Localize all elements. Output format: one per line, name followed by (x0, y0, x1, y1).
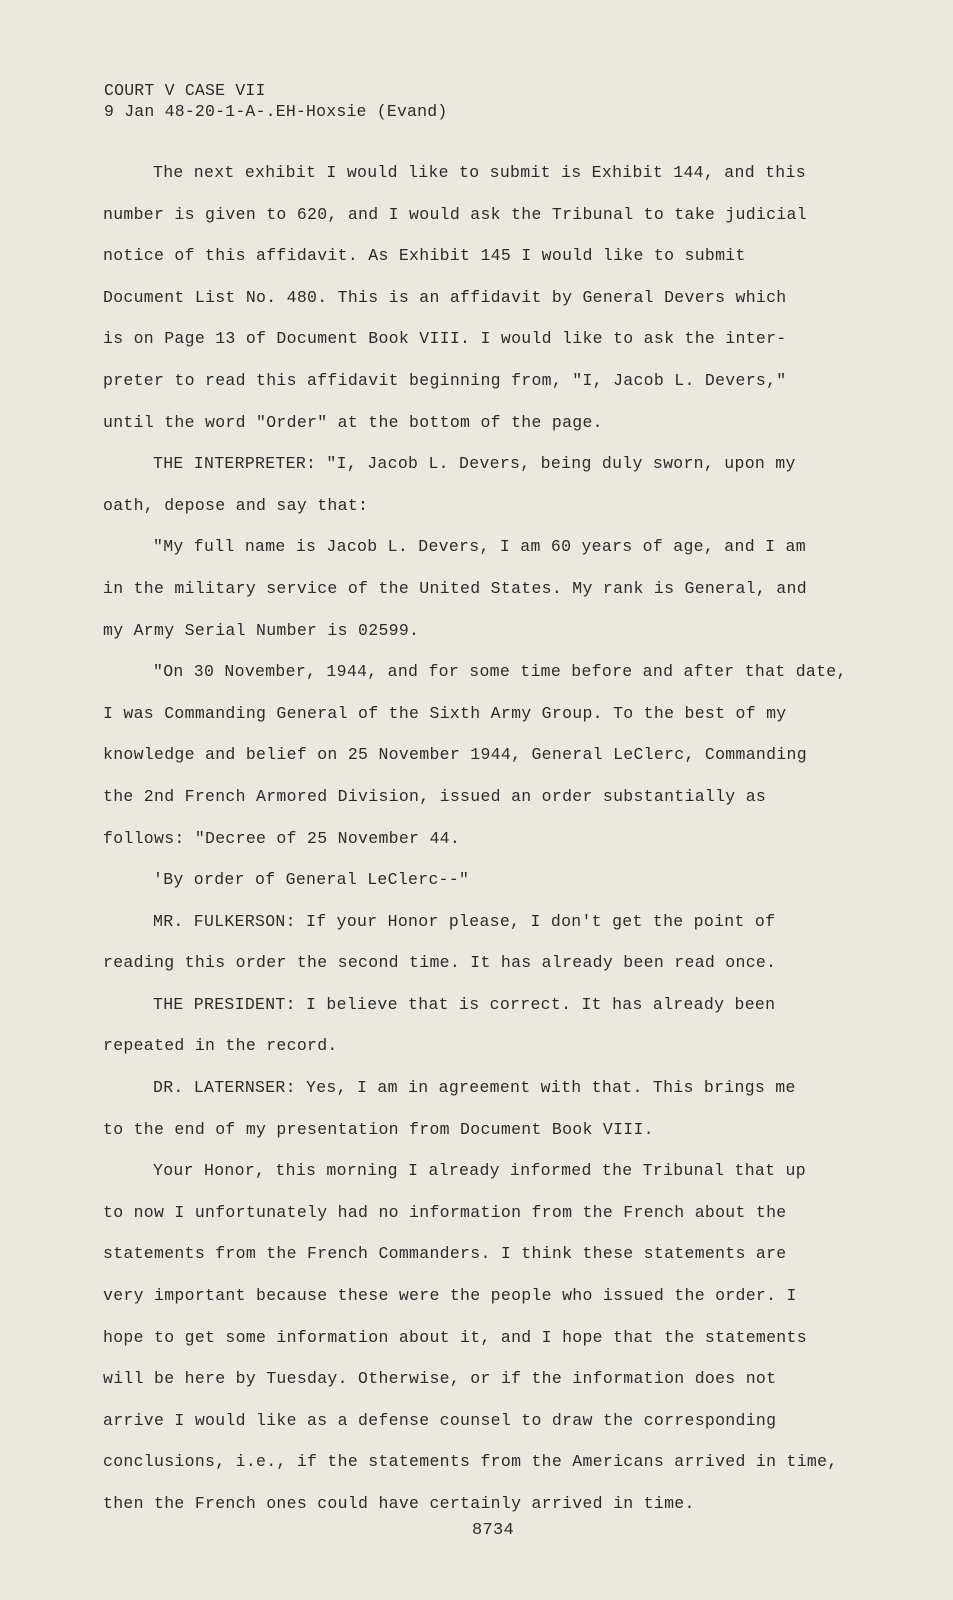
text-line: very important because these were the people who issued the order. I (103, 1286, 797, 1306)
text-line: my Army Serial Number is 02599. (103, 620, 420, 640)
text-line: notice of this affidavit. As Exhibit 145 I would like to submit (103, 246, 746, 266)
text-line: arrive I would like as a defense counsel to draw the corresponding (103, 1410, 777, 1430)
text-line: Your Honor, this morning I already informed the Tribunal that up (153, 1161, 806, 1181)
text-line: number is given to 620, and I would ask the Tribunal to take judicial (103, 204, 807, 224)
text-line: Document List No. 480. This is an affidavit by General Devers which (103, 287, 787, 307)
text-line: "On 30 November, 1944, and for some time before and after that date, (153, 662, 847, 682)
header-date-reference: 9 Jan 48-20-1-A-.EH-Hoxsie (Evand) (104, 102, 448, 121)
text-line: knowledge and belief on 25 November 1944, General LeClerc, Commanding (103, 745, 807, 765)
text-line: follows: "Decree of 25 November 44. (103, 828, 461, 848)
text-line: 'By order of General LeClerc--" (153, 870, 470, 890)
text-line: THE INTERPRETER: "I, Jacob L. Devers, being duly sworn, upon my (153, 454, 796, 474)
text-line: until the word "Order" at the bottom of the page. (103, 412, 603, 432)
text-line: conclusions, i.e., if the statements from the Americans arrived in time, (103, 1452, 838, 1472)
text-line: hope to get some information about it, and I hope that the statements (103, 1327, 807, 1347)
text-line: oath, depose and say that: (103, 495, 369, 515)
text-line: repeated in the record. (103, 1036, 338, 1056)
text-line: to the end of my presentation from Document Book VIII. (103, 1119, 654, 1139)
text-line: DR. LATERNSER: Yes, I am in agreement with that. This brings me (153, 1078, 796, 1098)
text-line: The next exhibit I would like to submit is Exhibit 144, and this (153, 163, 806, 182)
text-line: preter to read this affidavit beginning from, "I, Jacob L. Devers," (103, 370, 787, 390)
text-line: reading this order the second time. It has already been read once. (103, 953, 777, 973)
transcript-body (103, 152, 863, 1525)
text-line: is on Page 13 of Document Book VIII. I would like to ask the inter- (103, 329, 787, 349)
text-line: the 2nd French Armored Division, issued an order substantially as (103, 786, 767, 806)
text-line: to now I unfortunately had no information from the French about the (103, 1202, 787, 1222)
text-line: statements from the French Commanders. I think these statements are (103, 1244, 787, 1264)
text-line: I was Commanding General of the Sixth Army Group. To the best of my (103, 703, 787, 723)
text-line: in the military service of the United States. My rank is General, and (103, 578, 807, 598)
header-court-case: COURT V CASE VII (104, 81, 266, 100)
text-line: will be here by Tuesday. Otherwise, or if the information does not (103, 1369, 777, 1389)
text-line: then the French ones could have certainly arrived in time. (103, 1494, 695, 1513)
page-number: 8734 (472, 1521, 515, 1540)
text-line: "My full name is Jacob L. Devers, I am 60 years of age, and I am (153, 537, 806, 557)
header (104, 80, 447, 122)
text-line: MR. FULKERSON: If your Honor please, I don't get the point of (153, 911, 776, 931)
text-line: THE PRESIDENT: I believe that is correct. It has already been (153, 994, 776, 1014)
